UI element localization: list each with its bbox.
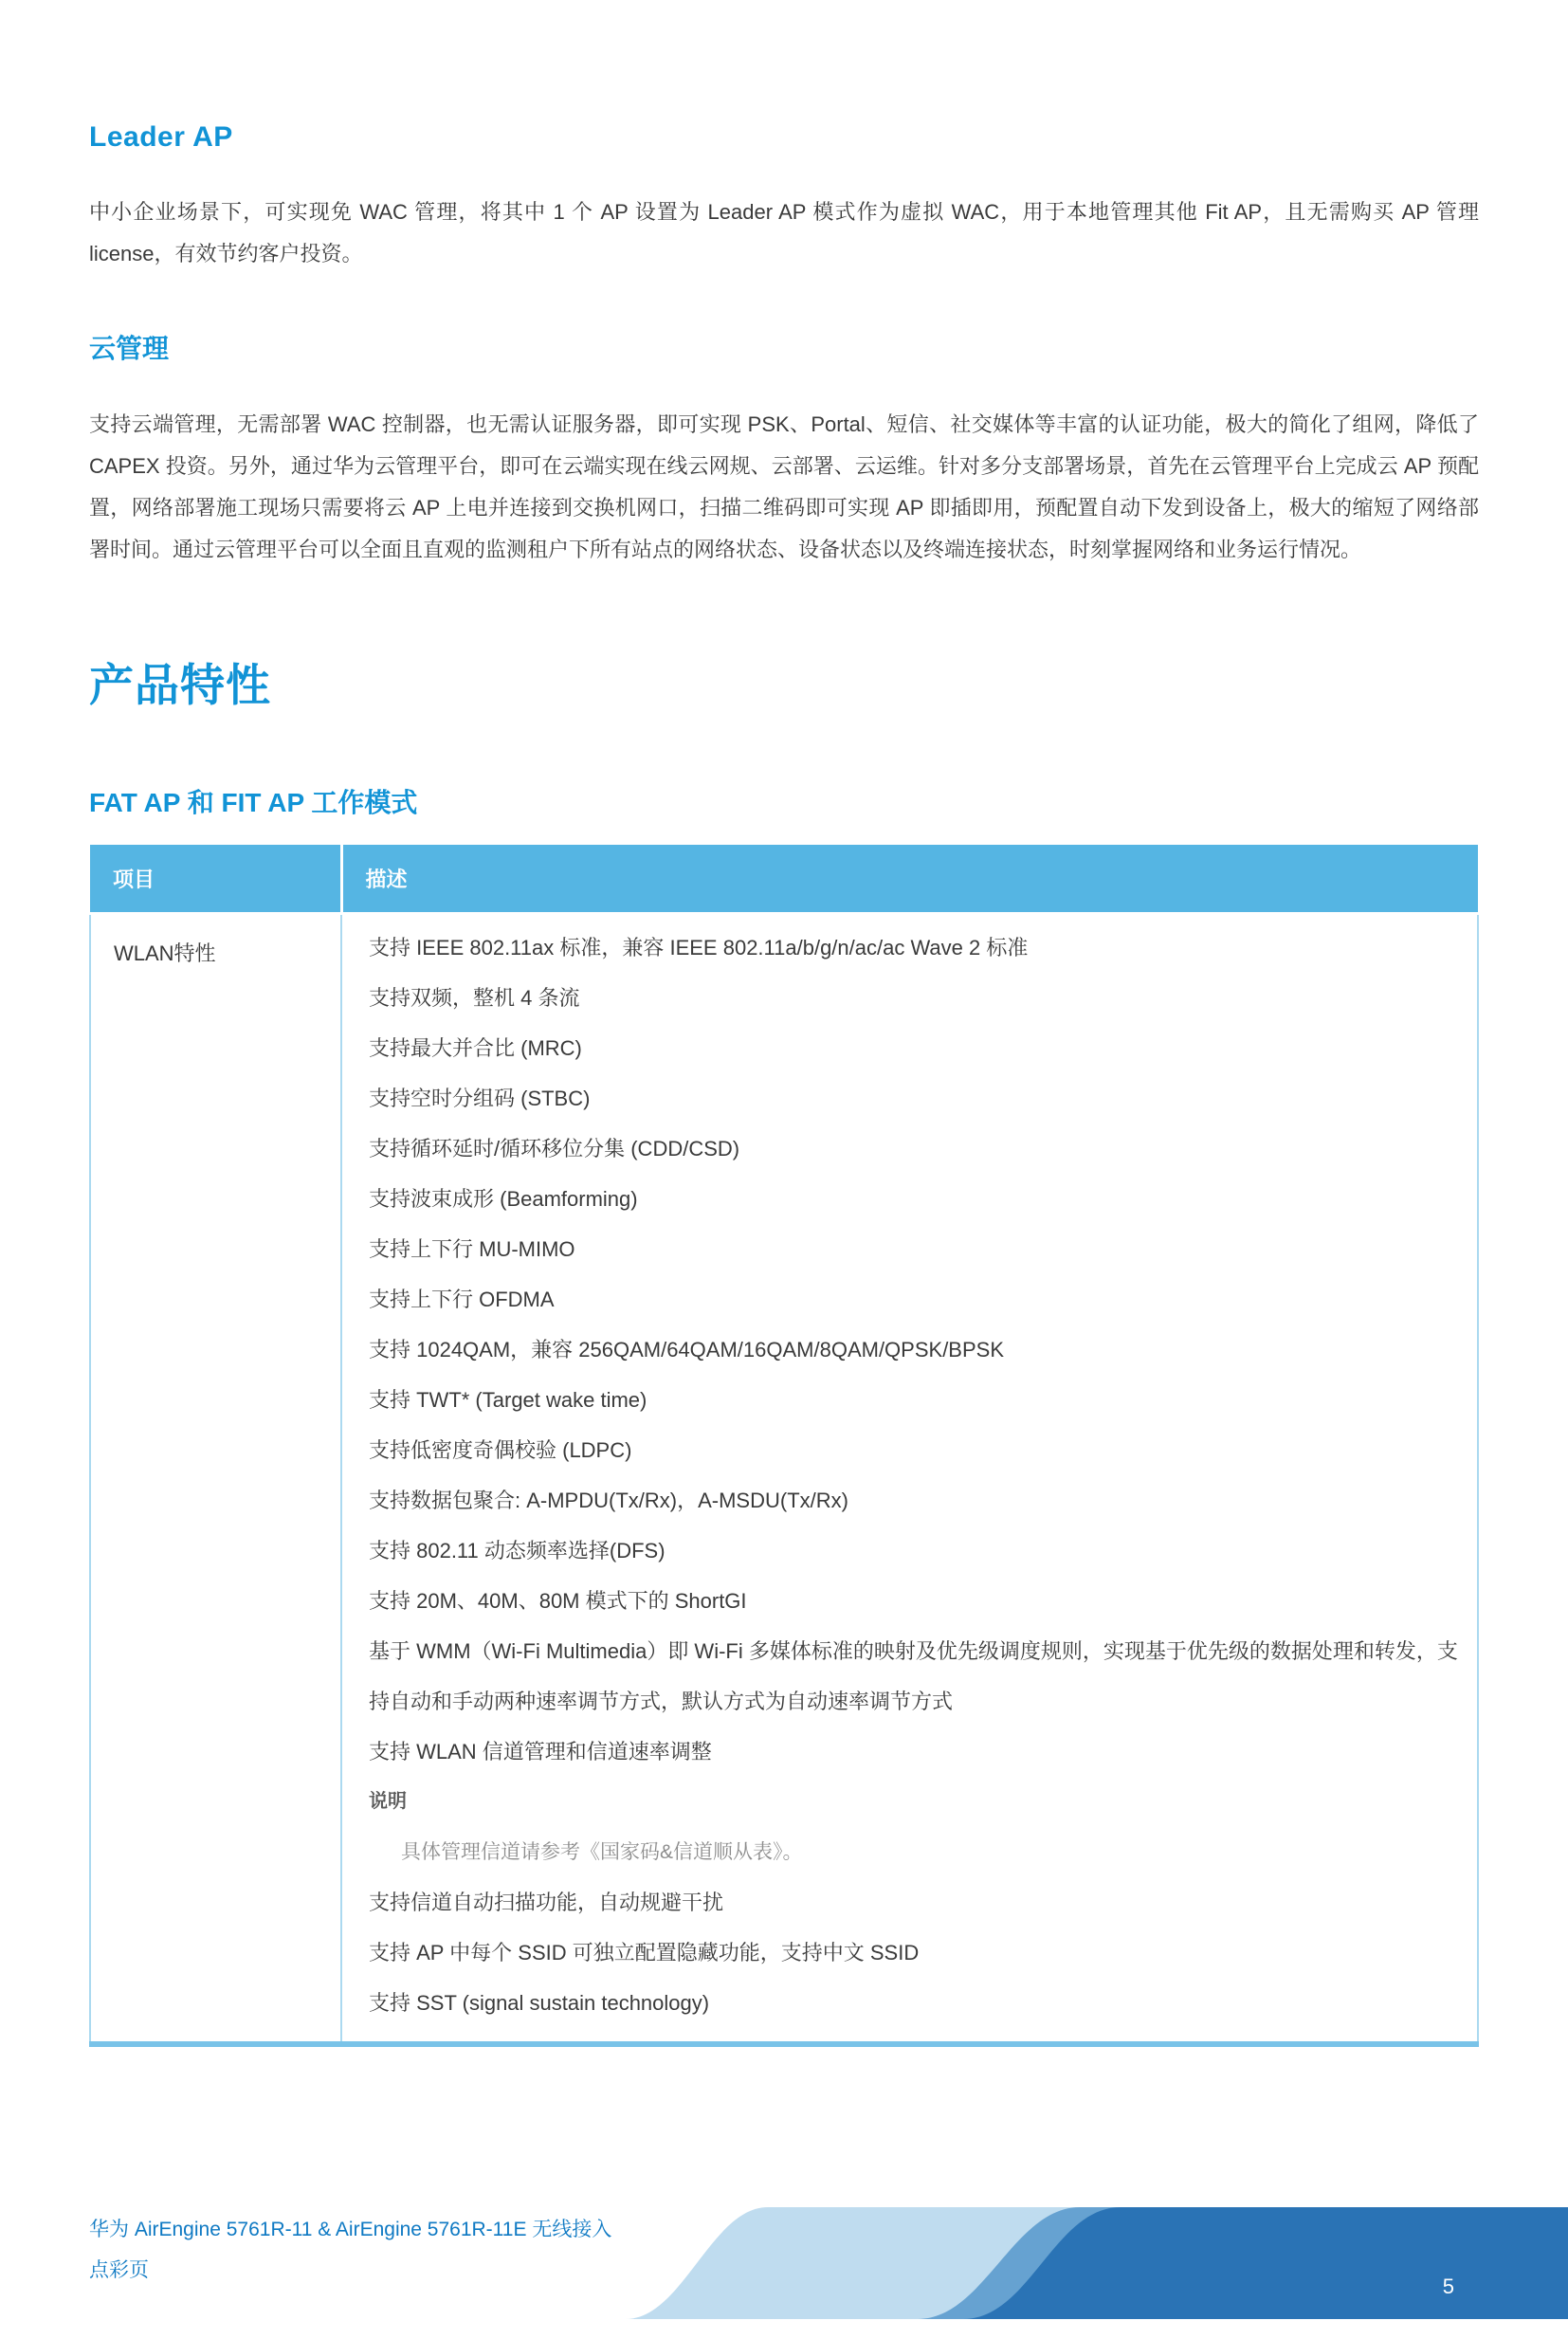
feature-line: 支持 WLAN 信道管理和信道速率调整 <box>369 1739 712 1763</box>
feature-line: 支持 AP 中每个 SSID 可独立配置隐藏功能，支持中文 SSID <box>369 1940 920 1964</box>
feature-line: 支持低密度奇偶校验 (LDPC) <box>369 1437 632 1462</box>
leader-ap-paragraph: 中小企业场景下，可实现免 WAC 管理，将其中 1 个 AP 设置为 Leader AP 模式作为虚拟 WAC，用于本地管理其他 Fit AP，且无需购买 AP 管理 license，有效节约客户投资。 <box>89 200 1479 265</box>
page-number: 5 <box>1442 2275 1454 2298</box>
item-cell-wlan: WLAN特性 <box>90 913 341 2044</box>
feature-line: 支持信道自动扫描功能，自动规避干扰 <box>369 1890 724 1914</box>
feature-table <box>89 845 1479 2047</box>
document-page <box>0 121 1568 2298</box>
header-row <box>90 845 1478 913</box>
footer-wave-graphic <box>588 2207 1568 2319</box>
feature-line: 支持空时分组码 (STBC) <box>369 1086 591 1110</box>
feature-line: 支持循环延时/循环移位分集 (CDD/CSD) <box>369 1136 740 1160</box>
note-block <box>369 1777 1458 1877</box>
description-cell <box>341 913 1478 2044</box>
feature-table-body <box>90 913 1478 2044</box>
column-header-description: 描述 <box>341 845 1478 913</box>
feature-line: 支持双频，整机 4 条流 <box>369 985 580 1010</box>
feature-table-header <box>90 845 1478 913</box>
feature-line: 支持上下行 MU-MIMO <box>369 1236 575 1261</box>
feature-line: 支持数据包聚合: A-MPDU(Tx/Rx)，A-MSDU(Tx/Rx) <box>369 1488 848 1512</box>
footer-doc-subtitle: 点彩页 <box>89 2259 149 2281</box>
feature-line: 支持 1024QAM，兼容 256QAM/64QAM/16QAM/8QAM/QPSK/BPSK <box>369 1337 1005 1361</box>
section-title-cloud-management: 云管理 <box>89 334 170 363</box>
feature-line: 支持最大并合比 (MRC) <box>369 1035 582 1060</box>
feature-line: 支持 TWT* (Target wake time) <box>369 1387 647 1412</box>
column-header-item: 项目 <box>90 845 341 913</box>
table-row <box>90 913 1478 2044</box>
page-main-title: 产品特性 <box>89 660 271 710</box>
section-title-leader-ap: Leader AP <box>89 121 233 153</box>
footer <box>89 2209 611 2291</box>
page-content <box>0 121 1568 2047</box>
feature-line: 支持 IEEE 802.11ax 标准，兼容 IEEE 802.11a/b/g/n/ac/ac Wave 2 标准 <box>369 935 1029 959</box>
note-label: 说明 <box>369 1790 407 1812</box>
table-section-title: FAT AP 和 FIT AP 工作模式 <box>89 788 418 817</box>
feature-line: 基于 WMM（Wi-Fi Multimedia）即 Wi-Fi 多媒体标准的映射及优先级调度规则，实现基于优先级的数据处理和转发，支持自动和手动两种速率调节方式，默认方式为自动速率调节方式 <box>369 1638 1458 1713</box>
cloud-management-paragraph: 支持云端管理，无需部署 WAC 控制器，也无需认证服务器，即可实现 PSK、Portal、短信、社交媒体等丰富的认证功能，极大的简化了组网，降低了 CAPEX 投资。另外，通过华为云管理平台，即可在云端实现在线云网规、云部署、云运维。针对多分支部署场景，首先在云管理平台上完成云 AP 预配置，网络部署施工现场只需要将云 AP 上电并连接到交换机网口，扫描二维码即可实现 AP 即插即用，预配置自动下发到设备上，极大的缩短了网络部署时间。通过云管理平台可以全面且直观的监测租户下所有站点的网络状态、设备状态以及终端连接状态，时刻掌握网络和业务运行情况。 <box>89 412 1479 561</box>
feature-line: 支持上下行 OFDMA <box>369 1287 555 1311</box>
feature-line: 支持 20M、40M、80M 模式下的 ShortGI <box>369 1588 747 1613</box>
footer-doc-title: 华为 AirEngine 5761R-11 & AirEngine 5761R-11E 无线接入 <box>89 2219 612 2240</box>
feature-line: 支持 SST (signal sustain technology) <box>369 1990 710 2015</box>
feature-line: 支持波束成形 (Beamforming) <box>369 1186 638 1211</box>
note-text: 具体管理信道请参考《国家码&信道顺从表》。 <box>401 1840 803 1863</box>
feature-line: 支持 802.11 动态频率选择(DFS) <box>369 1538 665 1562</box>
